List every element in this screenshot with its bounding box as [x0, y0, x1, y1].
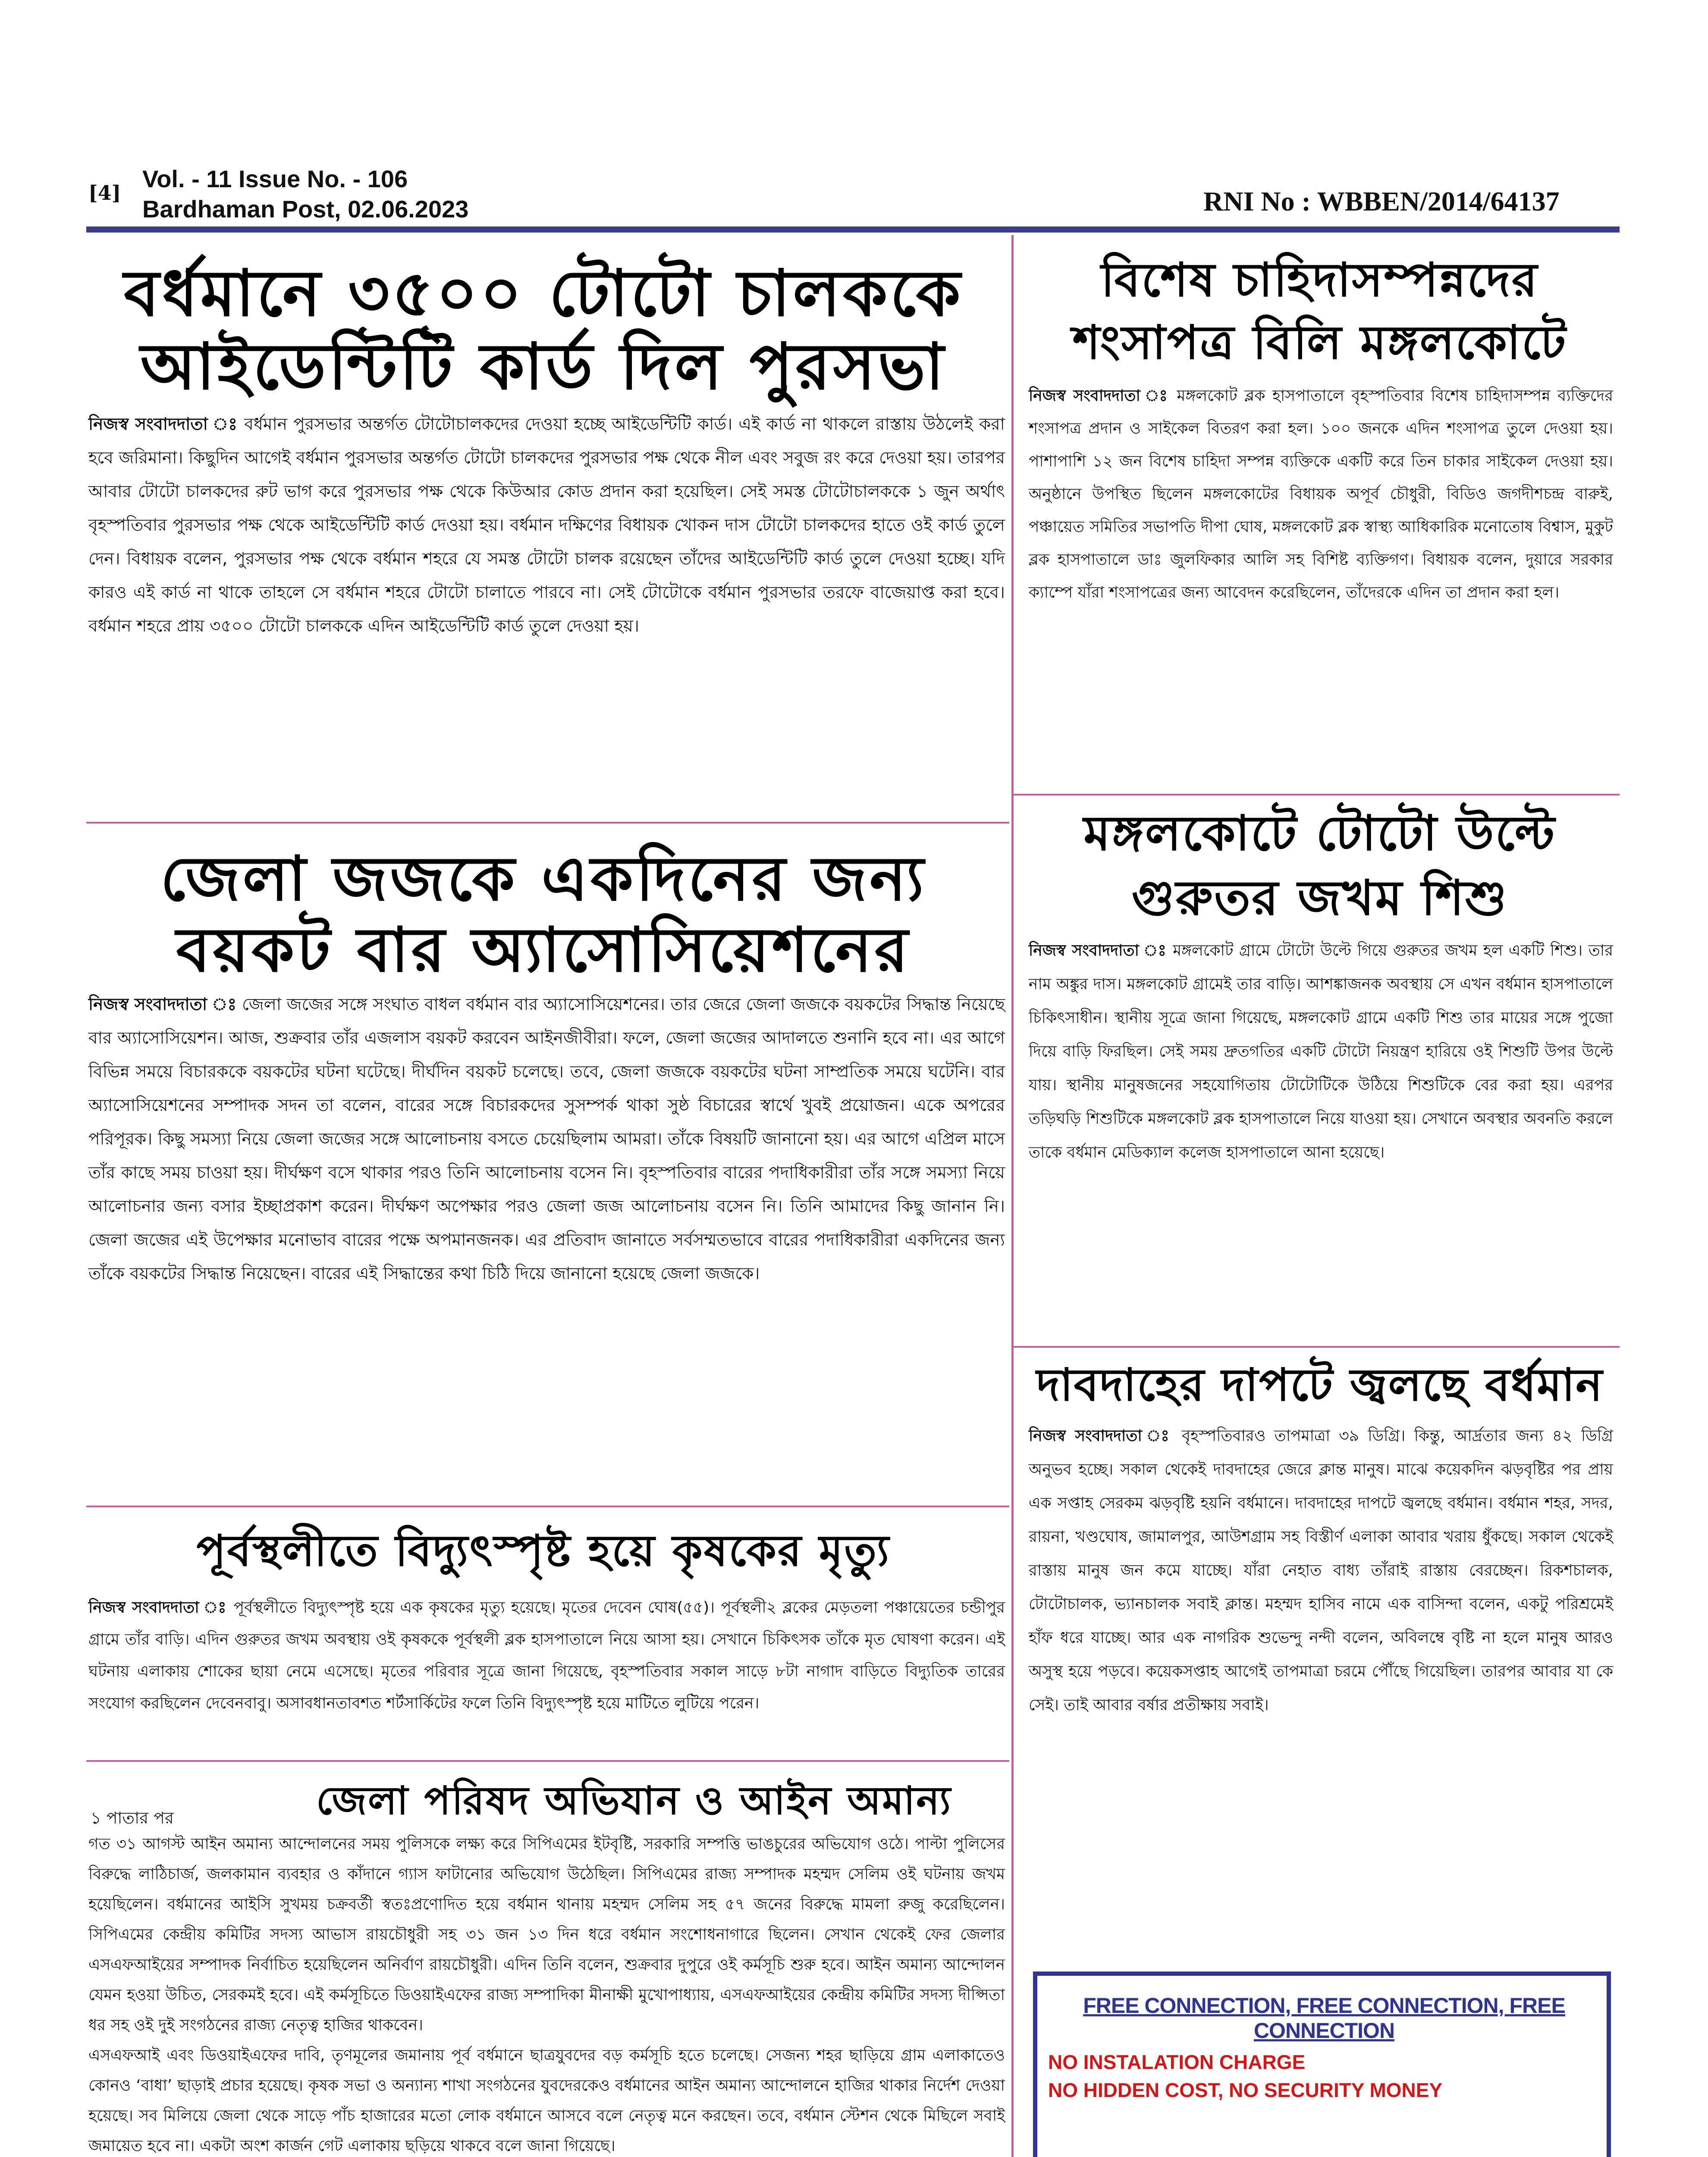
column-divider: [1011, 235, 1014, 2157]
volume-issue: Vol. - 11 Issue No. - 106: [142, 165, 408, 192]
ad-headline: FREE CONNECTION, FREE CONNECTION, FREE CONNECTION: [1083, 1993, 1565, 2043]
divider: [86, 1760, 1009, 1762]
divider: [86, 1506, 1009, 1507]
header-rule: [86, 226, 1620, 233]
article-parishad: [88, 1829, 1005, 2157]
ad-line-1: NO INSTALATION CHARGE: [1048, 2051, 1306, 2073]
article-body: বর্ধমান পুরসভার অন্তর্গত টোটোচালকদের দেওয়া হচ্ছে আইডেন্টিটি কার্ড। এই কার্ড না থাকলে রাস্তায় উঠলেই করা হবে জরিমানা। কিছুদিন আগেই বর্ধমান পুরসভার অন্তর্গত টোটো চালকদের পুরসভার পক্ষ থেকে নীল এবং সবুজ রং করে দেওয়া হয়। তারপর আবার টোটো চালকদের রুট ভাগ করে পুরসভার পক্ষ থেকে কিউআর কোড প্রদান করা হয়েছিল। সেই সমস্ত টোটোচালককে ১ জুন অর্থাৎ বৃহস্পতিবার পুরসভার পক্ষ থেকে আইডেন্টিটি কার্ড দেওয়া হয়। বর্ধমান দক্ষিণের বিধায়ক খোকন দাস টোটো চালকদের হাতে ওই কার্ড তুলে দেন। বিধায়ক বলেন, পুরসভার পক্ষ থেকে বর্ধমান শহরে যে সমস্ত টোটো চালক রয়েছেন তাঁদের আইডেন্টিটি কার্ড তুলে দেওয়া হচ্ছে। যদি কারও এই কার্ড না থাকে তাহলে সে বর্ধমান শহরে টোটো চালাতে পারবে না। সেই টোটোকে বর্ধমান পুরসভার তরফে বাজেয়াপ্ত করা হবে। বর্ধমান শহরে প্রায় ৩৫০০ টোটো চালককে এদিন আইডেন্টিটি কার্ড তুলে দেওয়া হয়।: [88, 415, 1005, 636]
headline-disability-line2: শংসাপত্র বিলি মঙ্গলকোটে: [1072, 316, 1567, 370]
page-number: [4]: [88, 181, 121, 204]
headline-disability-line1: বিশেষ চাহিদাসম্পন্নদের: [1101, 253, 1539, 307]
article-disability: [1029, 380, 1613, 609]
article-toto-id-card: [88, 408, 1005, 643]
article-heatwave: [1029, 1419, 1613, 1722]
byline: নিজস্ব সংবাদদাতা ঃ: [88, 415, 238, 434]
article-body: মঙ্গলকোট গ্রামে টোটো উল্টে গিয়ে গুরুতর জখম হল একটি শিশু। তার নাম অঙ্কুর দাস। মঙ্গলকোট গ্রামেই তার বাড়ি। আশঙ্কাজনক অবস্থায় সে এখন বর্ধমান হাসপাতালে চিকিৎসাধীন। স্থানীয় সূত্রে জানা গিয়েছে, মঙ্গলকোট গ্রামে একটি শিশু তার মায়ের সঙ্গে পুজো দিয়ে বাড়ি ফিরছিল। সেই সময় দ্রুতগতির একটি টোটো নিয়ন্ত্রণ হারিয়ে ওই শিশুটি উপর উল্টে যায়। স্থানীয় মানুষজনের সহযোগিতায় টোটোটিকে উঠিয়ে শিশুটিকে বের করা হয়। এরপর তড়িঘড়ি শিশুটিকে মঙ্গলকোট ব্লক হাসপাতালে নিয়ে যাওয়া হয়। সেখানে অবস্থার অবনতি করলে তাকে বর্ধমান মেডিক্যাল কলেজ হাসপাতালে আনা হয়েছে।: [1029, 942, 1613, 1161]
rni-number: RNI No : WBBEN/2014/64137: [1203, 186, 1560, 217]
headline-bar-boycott-line1: জেলা জজকে একদিনের জন্য: [160, 843, 926, 915]
article-body: জেলা জজের সঙ্গে সংঘাত বাধল বর্ধমান বার অ্যাসোসিয়েশনের। তার জেরে জেলা জজকে বয়কটের সিদ্ধান্ত নিয়েছে বার অ্যাসোসিয়েশন। আজ, শুক্রবার তাঁর এজলাস বয়কট করবেন আইনজীবীরা। ফলে, জেলা জজের আদালতে শুনানি হবে না। এর আগে বিভিন্ন সময়ে বিচারককে বয়কটের ঘটনা ঘটেছে। দীর্ঘদিন বয়কট চলেছে। তবে, জেলা জজকে বয়কটের ঘটনা সাম্প্রতিক সময়ে ঘটেনি। বার অ্যাসোসিয়েশনের সম্পাদক সদন তা বলেন, বারের সঙ্গে বিচারকদের সুসম্পর্ক থাকা সুষ্ঠ বিচারের স্বার্থে খুবই প্রয়োজন। একে অপরের পরিপূরক। কিছু সমস্যা নিয়ে জেলা জজের সঙ্গে আলোচনায় বসতে চেয়েছিলাম আমরা। তাঁকে বিষয়টি জানানো হয়। এর আগে এপ্রিল মাসে তাঁর কাছে সময় চাওয়া হয়। দীর্ঘক্ষণ বসে থাকার পরও তিনি আলোচনায় বসেন নি। বৃহস্পতিবার বারের পদাধিকারীরা তাঁর সঙ্গে সমস্যা নিয়ে আলোচনার জন্য বসার ইচ্ছাপ্রকাশ করেন। দীর্ঘক্ষণ অপেক্ষার পরও জেলা জজ আলোচনায় বসেন নি। তিনি আমাদের কিছু জানান নি। জেলা জজের এই উপেক্ষার মনোভাব বারের পক্ষে অপমানজনক। এর প্রতিবাদ জানাতে সর্বসম্মতভাবে বারের পদাধিকারীরা একদিনের জন্য তাঁকে বয়কটের সিদ্ধান্ত নিয়েছেন। বারের এই সিদ্ধান্তের কথা চিঠি দিয়ে জানানো হয়েছে জেলা জজকে।: [88, 995, 1005, 1283]
headline-toto-id-card-line2: আইডেন্টিটি কার্ড দিল পুরসভা: [140, 330, 947, 404]
headline-bar-boycott-line2: বয়কট বার অ্যাসোসিয়েশনের: [176, 915, 911, 986]
article-body: পূর্বস্থলীতে বিদ্যুৎস্পৃষ্ট হয়ে এক কৃষকের মৃত্যু হয়েছে। মৃতের দেবেন ঘোষ(৫৫)। পূর্বস্থলী২ ব্লকের মেড়তলা পঞ্চায়েতের চন্ডীপুর গ্রামে তাঁর বাড়ি। এদিন গুরুতর জখম অবস্থায় ওই কৃষককে পূর্বস্থলী ব্লক হাসপাতালে নিয়ে আসা হয়। সেখানে চিকিৎসক তাঁকে মৃত ঘোষণা করেন। এই ঘটনায় এলাকায় শোকের ছায়া নেমে এসেছে। মৃতের পরিবার সূত্রে জানা গিয়েছে, বৃহস্পতিবার সকাল সাড়ে ৮টা নাগাদ বাড়িতে বিদ্যুতিক তারের সংযোগ করছিলেন দেবেনবাবু। অসাবধানতাবশত শর্টসার্কিটের ফলে তিনি বিদ্যুৎস্পৃষ্ট হয়ে মাটিতে লুটিয়ে পরেন।: [88, 1599, 1005, 1712]
byline: নিজস্ব সংবাদদাতা ঃ: [1029, 1427, 1173, 1445]
article-body: বৃহস্পতিবারও তাপমাত্রা ৩৯ ডিগ্রি। কিন্তু, আর্দ্রতার জন্য ৪২ ডিগ্রি অনুভব হচ্ছে। সকাল থেকেই দাবদাহের জেরে ক্লান্ত মানুষ। মাঝে কয়েকদিন ঝড়বৃষ্টির পর প্রায় এক সপ্তাহ সেরকম ঝড়বৃষ্টি হয়নি বর্ধমানে। দাবদাহের দাপটে জ্বলছে বর্ধমান। বর্ধমান শহর, সদর, রায়না, খণ্ডঘোষ, জামালপুর, আউশগ্রাম সহ বিস্তীর্ণ এলাকা আবার খরায় ধুঁকছে। সকাল থেকেই রাস্তায় মানুষ জন কমে যাচ্ছে। যাঁরা নেহাত বাধ্য তাঁরাই রাস্তায় বেরচ্ছেন। রিকশচালক, টোটোচালক, ভ্যানচালক সবাই ক্লান্ত। মহম্মদ হাসিব নামে এক বাসিন্দা বলেন, একটু পরিশ্রমেই হাঁফ ধরে যাচ্ছে। আর এক নাগরিক শুভেন্দু নন্দী বলেন, অবিলম্বে বৃষ্টি না হলে মানুষ আরও অসুস্থ হয়ে পড়বে। কয়েকসপ্তাহ আগেই তাপমাত্রা চরমে পৌঁছে গিয়েছিল। তারপর আবার যা কে সেই। তাই আবার বর্ষার প্রতীক্ষায় সবাই।: [1029, 1427, 1614, 1714]
byline: নিজস্ব সংবাদদাতা ঃ: [88, 995, 237, 1014]
byline: নিজস্ব সংবাদদাতা ঃ: [1029, 942, 1167, 959]
byline: নিজস্ব সংবাদদাতা ঃ: [1029, 387, 1170, 405]
continued-label: ১ পাতার পর: [91, 1808, 174, 1827]
headline-parishad: জেলা পরিষদ অভিযান ও আইন অমান্য: [316, 1778, 952, 1824]
headline-heatwave: দাবদাহের দাপটে জ্বলছে বর্ধমান: [1036, 1358, 1604, 1411]
headline-toto-id-card-line1: বর্ধমানে ৩৫০০ টোটো চালককে: [124, 256, 963, 330]
divider: [86, 822, 1009, 824]
bsnl-ad[interactable]: [1033, 1971, 1611, 2157]
article-farmer-death: [88, 1592, 1005, 1720]
headline-toto-overturn-line2: গুরুতর জখম শিশু: [1131, 870, 1508, 926]
paragraph: এসএফআই এবং ডিওয়াইএফের দাবি, তৃণমূলের জমানায় পূর্ব বর্ধমানে ছাত্রযুবদের বড় কর্মসূচি হতে চলেছে। সেজন্য শহর ছাড়িয়ে গ্রাম এলাকাতেও কোনও ‘বাধা’ ছাড়াই প্রচার হয়েছে। কৃষক সভা ও অন্যান্য শাখা সংগঠনের যুবদেরকেও বর্ধমানের আইন অমান্য আন্দোলনে হাজির থাকার নির্দেশ দেওয়া হয়েছে। সব মিলিয়ে জেলা থেকে সাড়ে পাঁচ হাজারের মতো লোক বর্ধমানে আসবে বলে নেতৃত্ব মনে করছেন। তবে, বর্ধমান স্টেশন থেকে মিছিলে সবাই জমায়েত হবে না। একটা অংশ কার্জন গেট এলাকায় ছড়িয়ে থাকবে বলে জানা গিয়েছে।: [88, 2047, 1005, 2155]
byline: নিজস্ব সংবাদদাতা ঃ: [88, 1599, 228, 1616]
headline-toto-overturn-line1: মঙ্গলকোটে টোটো উল্টে: [1083, 805, 1556, 862]
headline-farmer-death: পূর্বস্থলীতে বিদ্যুৎস্পৃষ্ট হয়ে কৃষকের মৃত্যু: [196, 1525, 891, 1576]
divider: [1014, 794, 1620, 796]
paragraph: গত ৩১ আগস্ট আইন অমান্য আন্দোলনের সময় পুলিসকে লক্ষ্য করে সিপিএমের ইটবৃষ্টি, সরকারি সম্পত্তি ভাঙচুরের অভিযোগ ওঠে। পাল্টা পুলিসের বিরুদ্ধে লাঠিচার্জ, জলকামান ব্যবহার ও কাঁদানে গ্যাস ফাটানোর অভিযোগ উঠেছিল। সিপিএমের রাজ্য সম্পাদক মহম্মদ সেলিম ওই ঘটনায় জখম হয়েছিলেন। বর্ধমানের আইসি সুখময় চক্রবর্তী স্বতঃপ্রণোদিত হয়ে বর্ধমান থানায় মহম্মদ সেলিম সহ ৫৭ জনের বিরুদ্ধে মামলা রুজু করেছিলেন। সিপিএমের কেন্দ্রীয় কমিটির সদস্য আভাস রায়চৌধুরী সহ ৩১ জন ১৩ দিন ধরে বর্ধমান সংশোধনাগারে ছিলেন। সেখান থেকেই ফের জেলার এসএফআইয়ের সম্পাদক নির্বাচিত হয়েছিলেন অনির্বাণ রায়চৌধুরী। এদিন তিনি বলেন, শুক্রবার দুপুরে ওই কর্মসূচি শুরু হবে। আইন অমান্য আন্দোলন যেমন হওয়া উচিত, সেরকমই হবে। এই কর্মসূচিতে ডিওয়াইএফের রাজ্য সম্পাদিকা মীনাক্ষী মুখোপাধ্যায়, এসএফআইয়ের কেন্দ্রীয় কমিটির সদস্য দীপ্সিতা ধর সহ ওই দুই সংগঠনের রাজ্য নেতৃত্ব হাজির থাকবেন।: [88, 1835, 1005, 2034]
divider: [1014, 1346, 1620, 1348]
ad-line-2: NO HIDDEN COST, NO SECURITY MONEY: [1048, 2079, 1443, 2101]
article-bar-boycott: [88, 988, 1005, 1291]
article-body: মঙ্গলকোট ব্লক হাসপাতালে বৃহস্পতিবার বিশেষ চাহিদাসম্পন্ন ব্যক্তিদের শংসাপত্র প্রদান ও সাইকেল বিতরণ করা হল। ১০০ জনকে এদিন শংসাপত্র তুলে দেওয়া হয়। পাশাপাশি ১২ জন বিশেষ চাহিদা সম্পন্ন ব্যক্তিকে একটি করে তিন চাকার সাইকেল দেওয়া হয়। অনুষ্ঠানে উপস্থিত ছিলেন মঙ্গলকোটের বিধায়ক অপূর্ব চৌধুরী, বিডিও জগদীশচন্দ্র বারুই, পঞ্চায়েত সমিতির সভাপতি দীপা ঘোষ, মঙ্গলকোট ব্লক স্বাস্থ্য আধিকারিক মনোতোষ বিশ্বাস, মুকুট ব্লক হাসপাতালে ডাঃ জুলফিকার আলি সহ বিশিষ্ট ব্যক্তিগণ। বিধায়ক বলেন, দুয়ারে সরকার ক্যাম্পে যাঁরা শংসাপত্রের জন্য আবেদন করেছিলেন, তাঁদেরকে এদিন তা প্রদান করা হল।: [1029, 387, 1613, 601]
article-toto-overturn: [1029, 934, 1613, 1170]
paper-date: Bardhaman Post, 02.06.2023: [142, 195, 469, 223]
